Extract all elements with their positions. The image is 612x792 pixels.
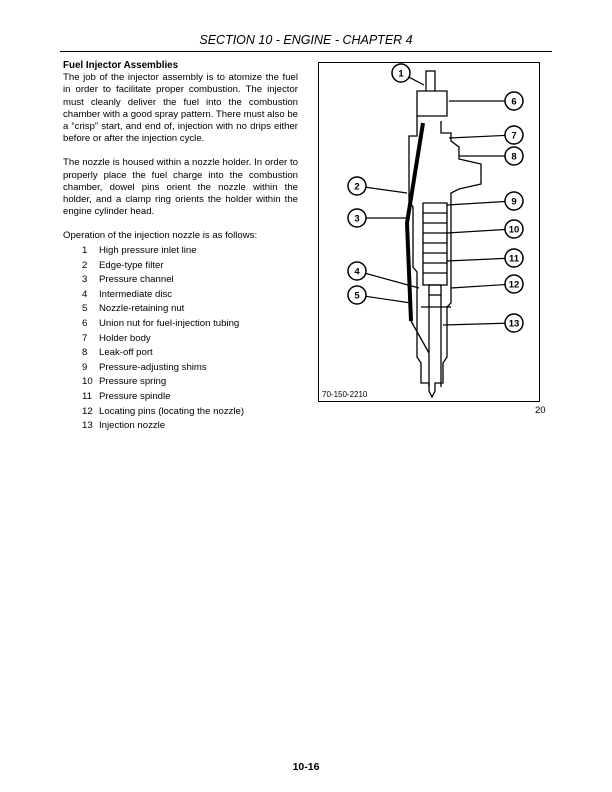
paragraph: The nozzle is housed within a nozzle holder. In order to properly place the fuel charge into the combustion chamber, dowel pins orient the nozzle within the holder, and a clamp ring orients the holder within the engine cylinder head. <box>63 157 298 218</box>
part-number: 4 <box>82 288 88 300</box>
callout-number: 5 <box>354 290 360 302</box>
header-rule <box>60 51 552 52</box>
figure-id: 70-150-2210 <box>322 390 368 399</box>
parts-list-item <box>82 332 244 347</box>
injector-figure <box>318 62 540 402</box>
part-number: 2 <box>82 259 88 271</box>
part-label: Nozzle-retaining nut <box>99 303 185 315</box>
callout-9 <box>447 192 523 210</box>
paragraph: Operation of the injection nozzle is as follows: <box>63 230 258 242</box>
parts-list-item <box>82 346 244 361</box>
part-label: Pressure spring <box>99 376 167 388</box>
callout-number: 3 <box>354 213 360 225</box>
parts-list-item <box>82 375 244 390</box>
callout-number: 10 <box>508 224 520 236</box>
part-label: Locating pins (locating the nozzle) <box>99 405 245 417</box>
parts-list <box>82 244 244 434</box>
callout-10 <box>447 220 523 238</box>
callout-3 <box>348 209 409 227</box>
parts-list-item <box>82 259 244 274</box>
callout-number: 11 <box>508 253 520 265</box>
parts-list-item <box>82 317 244 332</box>
paragraph: The job of the injector assembly is to atomize the fuel in order to facilitate proper combustion. The injector must cleanly deliver the fuel into the combustion chamber with a good spray pattern. There must also be a “crisp” start, and end of, injection with no drips either before or after the injection cycle. <box>63 72 298 145</box>
section-heading: Fuel Injector Assemblies <box>63 60 179 71</box>
part-label: Pressure spindle <box>99 390 171 402</box>
part-number: 7 <box>82 332 88 344</box>
callout-number: 9 <box>511 196 517 208</box>
callout-2 <box>348 177 407 195</box>
callout-5 <box>348 286 411 304</box>
part-number: 8 <box>82 347 88 359</box>
parts-list-item <box>82 405 244 420</box>
callout-7 <box>449 126 523 144</box>
callout-number: 12 <box>508 279 520 291</box>
callout-13 <box>443 314 523 332</box>
part-number: 10 <box>82 376 93 388</box>
callout-1 <box>392 64 424 85</box>
callout-number: 13 <box>508 318 520 330</box>
parts-list-item <box>82 244 244 259</box>
part-number: 12 <box>82 405 93 417</box>
callout-number: 7 <box>511 130 517 142</box>
parts-list-item <box>82 361 244 376</box>
injector-cutaway-illustration <box>319 63 541 403</box>
callout-6 <box>449 92 523 110</box>
part-label: Union nut for fuel-injection tubing <box>99 317 240 329</box>
part-number: 11 <box>82 390 92 402</box>
part-label: Pressure channel <box>99 274 174 286</box>
parts-list-item <box>82 273 244 288</box>
parts-list-item <box>82 390 244 405</box>
callout-number: 4 <box>354 266 360 278</box>
part-label: Injection nozzle <box>99 420 166 432</box>
part-number: 3 <box>82 274 88 286</box>
part-number: 6 <box>82 317 88 329</box>
callout-number: 2 <box>354 181 360 193</box>
text-column <box>63 60 298 255</box>
part-label: Leak-off port <box>99 347 153 359</box>
callout-number: 1 <box>398 68 404 80</box>
callout-12 <box>451 275 523 293</box>
part-label: Edge-type filter <box>99 259 164 271</box>
callout-11 <box>447 249 523 267</box>
part-label: Intermediate disc <box>99 288 173 300</box>
callout-number: 8 <box>511 151 517 163</box>
part-label: High pressure inlet line <box>99 245 197 256</box>
parts-list-item <box>82 302 244 317</box>
part-number: 1 <box>82 245 88 256</box>
part-label: Pressure-adjusting shims <box>99 361 207 373</box>
parts-list-item <box>82 288 244 303</box>
part-label: Holder body <box>99 332 151 344</box>
section-header: SECTION 10 - ENGINE - CHAPTER 4 <box>199 33 413 47</box>
part-number: 9 <box>82 361 88 373</box>
page-number: 10-16 <box>292 761 320 773</box>
figure-number: 20 <box>535 405 546 416</box>
parts-list-item <box>82 419 244 434</box>
callout-number: 6 <box>511 96 517 108</box>
part-number: 5 <box>82 303 88 315</box>
part-number: 13 <box>82 420 93 432</box>
callout-8 <box>459 147 523 165</box>
